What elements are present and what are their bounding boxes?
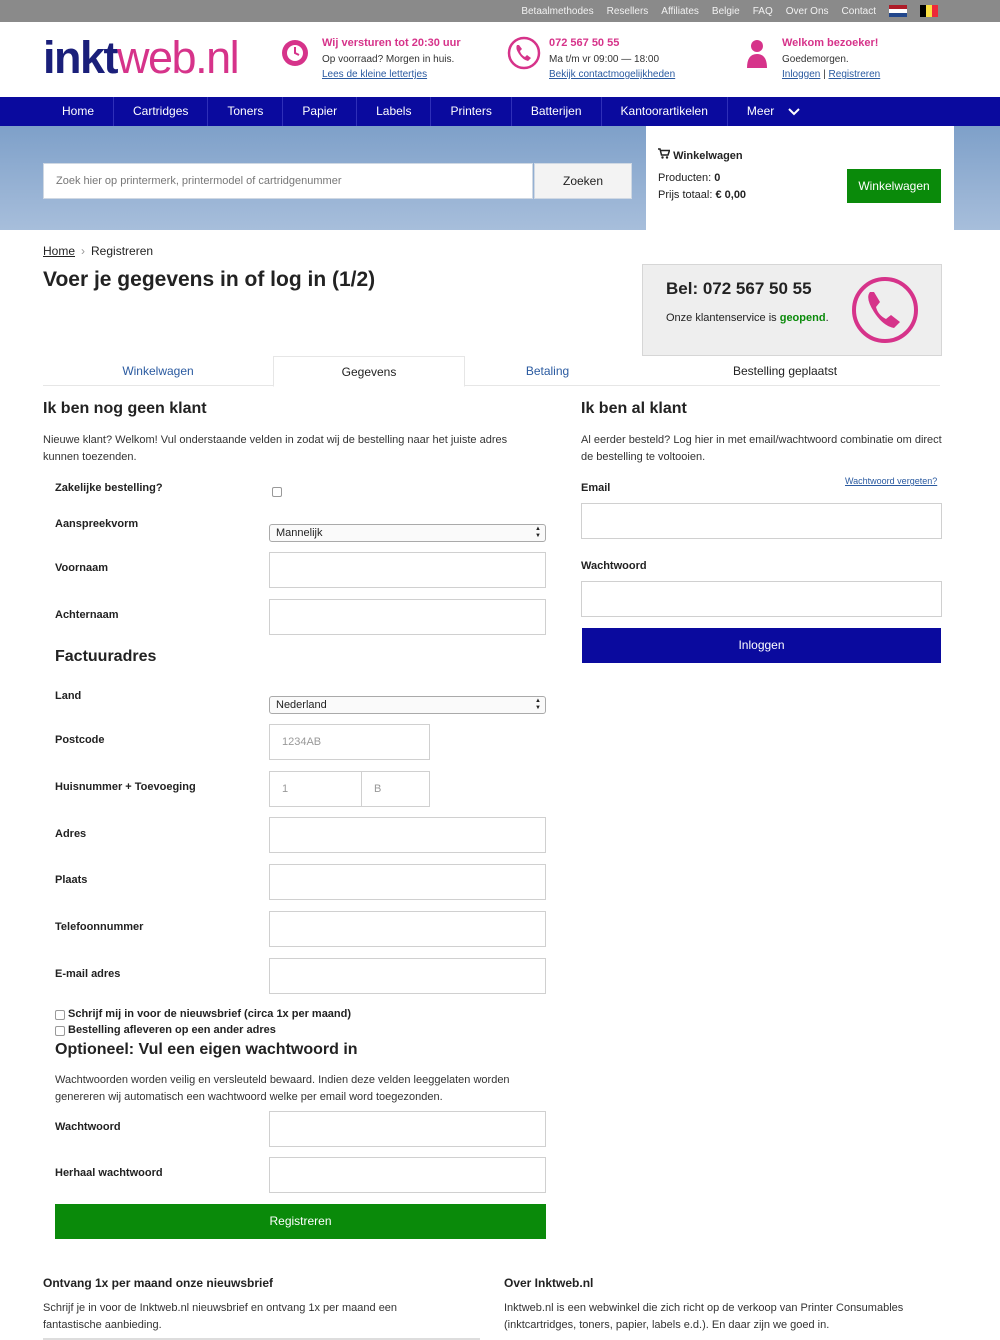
city-label: Plaats	[55, 874, 88, 886]
nav-item-labels[interactable]: Labels	[357, 97, 431, 126]
new-customer-intro: Nieuwe klant? Welkom! Vul onderstaande velden in zodat wij de bestelling naar het juiste adres kunnen toezenden.	[43, 434, 508, 463]
country-label: Land	[55, 690, 82, 702]
flag-nl-icon[interactable]	[889, 5, 907, 17]
chevron-down-icon	[788, 108, 800, 116]
search-button[interactable]: Zoeken	[534, 163, 632, 199]
login-email-input[interactable]	[581, 503, 942, 539]
new-customer-heading: Ik ben nog geen klant	[43, 400, 207, 417]
cart-products: Producten: 0	[658, 172, 721, 184]
service-open-status: geopend	[779, 312, 826, 324]
breadcrumb: Home › Registreren	[43, 244, 154, 258]
lastname-label: Achternaam	[55, 609, 119, 621]
topbar-link-over-ons[interactable]: Over Ons	[785, 5, 829, 17]
salutation-label: Aanspreekvorm	[55, 518, 139, 530]
nav-item-kantoorartikelen[interactable]: Kantoorartikelen	[602, 97, 728, 126]
footer-about-text: Inktweb.nl is een webwinkel die zich richt op de verkoop van Printer Consumables (inktcartridges, toners, papier, labels e.d.). En daar zijn we goed in.	[504, 1302, 904, 1331]
search-band	[0, 126, 1000, 230]
shipping-line: Op voorraad? Morgen in huis.	[322, 53, 455, 65]
phone-icon	[507, 36, 541, 70]
user-icon	[740, 36, 774, 70]
shipping-info	[280, 36, 461, 83]
topbar-link-belgie[interactable]: Belgie	[711, 5, 740, 17]
nav-item-meer[interactable]: Meer	[728, 97, 819, 126]
topbar-link-affiliates[interactable]: Affiliates	[661, 5, 699, 17]
tab-betaling: Betaling	[525, 364, 570, 378]
tab-bestelling-geplaatst: Bestelling geplaatst	[732, 364, 838, 378]
site-logo[interactable]: inktweb.nl	[43, 32, 239, 83]
cart-summary	[646, 126, 954, 230]
other-address-label: Bestelling afleveren op een ander adres	[68, 1024, 276, 1036]
lastname-input[interactable]	[269, 599, 546, 635]
link-separator: |	[820, 69, 829, 80]
contact-info	[507, 36, 675, 83]
email-label: E-mail adres	[55, 968, 121, 980]
register-button[interactable]: Registreren	[55, 1204, 546, 1239]
header-login-link[interactable]: Inloggen	[782, 69, 821, 80]
header-register-link[interactable]: Registreren	[828, 69, 881, 80]
email-input[interactable]	[269, 958, 546, 994]
city-input[interactable]	[269, 864, 546, 900]
other-address-checkbox[interactable]	[55, 1026, 65, 1036]
login-password-label: Wachtwoord	[581, 560, 647, 572]
shipping-title: Wij versturen tot 20:30 uur	[322, 37, 461, 49]
housenumber-label: Huisnummer + Toevoeging	[55, 781, 196, 793]
breadcrumb-home[interactable]: Home	[43, 244, 76, 258]
cart-products-count: 0	[714, 172, 721, 184]
newsletter-label: Schrijf mij in voor de nieuwsbrief (circa 1x per maand)	[68, 1008, 352, 1020]
existing-customer-heading: Ik ben al klant	[581, 400, 687, 417]
nav-item-batterijen[interactable]: Batterijen	[512, 97, 602, 126]
contact-hours: Ma t/m vr 09:00 — 18:00	[549, 53, 660, 65]
login-password-input[interactable]	[581, 581, 942, 617]
phone-icon	[850, 275, 920, 345]
newsletter-checkbox[interactable]	[55, 1010, 65, 1020]
existing-customer-section	[581, 400, 942, 466]
call-box	[642, 264, 942, 356]
cart-title: Winkelwagen	[673, 150, 743, 162]
login-button[interactable]: Inloggen	[582, 628, 941, 663]
phone-input[interactable]	[269, 911, 546, 947]
nav-item-papier[interactable]: Papier	[283, 97, 357, 126]
forgot-password-link[interactable]: Wachtwoord vergeten?	[845, 476, 938, 486]
billing-heading: Factuuradres	[55, 648, 157, 665]
address-label: Adres	[55, 828, 87, 840]
page-title: Voer je gegevens in of log in (1/2)	[43, 268, 376, 291]
footer-newsletter-heading: Ontvang 1x per maand onze nieuwsbrief	[43, 1276, 274, 1290]
topbar-link-contact[interactable]: Contact	[841, 5, 876, 17]
postcode-label: Postcode	[55, 734, 105, 746]
nav-item-home[interactable]: Home	[43, 97, 114, 126]
tab-winkelwagen[interactable]: Winkelwagen	[122, 364, 194, 378]
footer-newsletter-text: Schrijf je in voor de Inktweb.nl nieuwsbrief en ontvang 1x per maand een fantastische aanbieding.	[43, 1302, 398, 1331]
country-select[interactable]: Nederland ▲ ▼	[269, 696, 546, 714]
cart-total-value: € 0,00	[715, 189, 747, 201]
service-status: Onze klantenservice is geopend.	[666, 312, 829, 324]
clock-icon	[280, 36, 314, 70]
firstname-input[interactable]	[269, 552, 546, 588]
contact-phone: 072 567 50 55	[549, 37, 620, 49]
greeting: Goedemorgen.	[782, 53, 849, 65]
tab-gegevens: Gegevens	[273, 356, 465, 387]
cart-button[interactable]: Winkelwagen	[847, 169, 941, 203]
footer-about-heading: Over Inktweb.nl	[504, 1276, 594, 1290]
topbar-link-resellers[interactable]: Resellers	[606, 5, 649, 17]
postcode-input[interactable]: 1234AB	[269, 724, 430, 760]
welcome-title: Welkom bezoeker!	[782, 37, 879, 49]
firstname-label: Voornaam	[55, 562, 108, 574]
topbar-link-faq[interactable]: FAQ	[752, 5, 773, 17]
business-label: Zakelijke bestelling?	[55, 482, 163, 494]
password-repeat-label: Herhaal wachtwoord	[55, 1167, 163, 1179]
login-email-label: Email	[581, 482, 611, 494]
password-heading: Optioneel: Vul een eigen wachtwoord in	[55, 1041, 358, 1058]
breadcrumb-current: Registreren	[91, 244, 154, 258]
housenumber-input[interactable]: 1	[269, 771, 362, 807]
new-customer-section	[43, 400, 546, 466]
contact-options-link[interactable]: Bekijk contactmogelijkheden	[549, 69, 676, 80]
site-header	[0, 22, 1000, 97]
existing-customer-intro: Al eerder besteld? Log hier in met email/wachtwoord combinatie om direct de bestelling te voltooien.	[581, 434, 942, 463]
main-nav	[0, 97, 1000, 126]
shipping-terms-link[interactable]: Lees de kleine lettertjes	[322, 69, 428, 80]
search-input[interactable]: Zoek hier op printermerk, printermodel of cartridgenummer	[43, 163, 533, 199]
password-intro: Wachtwoorden worden veilig en versleuteld bewaard. Indien deze velden leeggelaten worden genereren wij automatisch een wachtwoord welke per email word toegezonden.	[55, 1074, 510, 1103]
phone-label: Telefoonnummer	[55, 921, 144, 933]
topbar-link-betaalmethodes[interactable]: Betaalmethodes	[521, 5, 594, 17]
housenumber-addition-input[interactable]: B	[361, 771, 430, 807]
nav-item-cartridges[interactable]: Cartridges	[114, 97, 208, 126]
business-checkbox[interactable]	[272, 487, 282, 497]
cart-total: Prijs totaal: € 0,00	[658, 189, 747, 201]
address-input[interactable]	[269, 817, 546, 853]
password-input[interactable]	[269, 1111, 546, 1147]
password-label: Wachtwoord	[55, 1121, 121, 1133]
checkout-steps	[43, 356, 940, 386]
top-utility-bar	[0, 0, 1000, 22]
nav-item-toners[interactable]: Toners	[208, 97, 283, 126]
salutation-select[interactable]: Mannelijk ▲ ▼	[269, 524, 546, 542]
cart-icon	[658, 148, 670, 159]
flag-be-icon[interactable]	[920, 5, 938, 17]
password-repeat-input[interactable]	[269, 1157, 546, 1193]
account-info	[740, 36, 880, 83]
nav-item-printers[interactable]: Printers	[431, 97, 511, 126]
call-title: Bel: 072 567 50 55	[666, 279, 812, 298]
